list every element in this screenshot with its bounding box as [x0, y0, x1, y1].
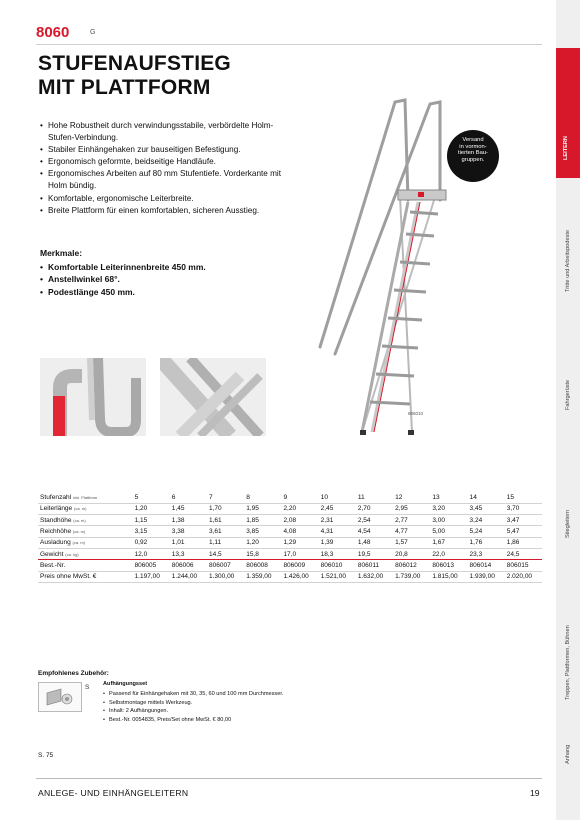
- table-cell: 806013: [430, 560, 467, 571]
- table-row: [38, 560, 542, 571]
- feature-list: [40, 120, 290, 217]
- table-cell: 2,95: [393, 503, 430, 514]
- table-cell: 1.815,00: [430, 571, 467, 582]
- table-row: [38, 515, 542, 526]
- table-header-cell: 5: [133, 492, 170, 503]
- specs-table: [38, 492, 542, 583]
- table-cell: 5,47: [505, 526, 542, 537]
- feature-item: • Hohe Robustheit durch verwindungsstabile, verbördelte Holm-Stufen-Verbindung.: [40, 120, 290, 144]
- sidebar-tab-anhang[interactable]: Anhang: [565, 744, 571, 764]
- table-cell: 15,8: [244, 548, 281, 559]
- merkmal-item: • Podestlänge 450 mm.: [40, 286, 206, 298]
- table-cell: 1,38: [170, 515, 207, 526]
- table-cell: 2,54: [356, 515, 393, 526]
- shipping-badge: [447, 130, 499, 182]
- table-cell: 1,70: [207, 503, 244, 514]
- badge-line: in vormon-: [459, 143, 487, 150]
- rung-illustration: [160, 358, 266, 436]
- table-cell: 2.020,00: [505, 571, 542, 582]
- table-cell: 2,31: [319, 515, 356, 526]
- table-cell: 1,39: [319, 537, 356, 548]
- table-cell: 17,0: [281, 548, 318, 559]
- table-cell: 13,3: [170, 548, 207, 559]
- accessory-detail: • Best.-Nr. 0054835, Preis/Set ohne MwSt. € 80,00: [103, 716, 283, 725]
- badge-line: Versand: [462, 137, 484, 143]
- table-cell: 1.300,00: [207, 571, 244, 582]
- feature-item: • Ergonomisches Arbeiten auf 80 mm Stufentiefe. Vorderkante mit Holm bündig.: [40, 168, 290, 192]
- merkmale-title: Merkmale:: [40, 248, 83, 258]
- title-line-2: MIT PLATTFORM: [38, 76, 211, 99]
- table-cell: 806010: [319, 560, 356, 571]
- table-cell: 1,86: [505, 537, 542, 548]
- table-header-row: [38, 492, 542, 503]
- table-cell: 4,31: [319, 526, 356, 537]
- table-cell: 1,01: [170, 537, 207, 548]
- merkmal-item: • Komfortable Leiterinnenbreite 450 mm.: [40, 261, 206, 273]
- table-cell: 1,95: [244, 503, 281, 514]
- footer-divider: [36, 778, 542, 779]
- table-cell: 1,20: [133, 503, 170, 514]
- table-header-cell: 8: [244, 492, 281, 503]
- accessory-section-title: Empfohlenes Zubehör:: [38, 670, 109, 677]
- table-row: [38, 548, 542, 559]
- table-cell: 1.244,00: [170, 571, 207, 582]
- table-cell: 3,20: [430, 503, 467, 514]
- sidebar-tab-tritte[interactable]: Tritte und Arbeitspodeste: [565, 230, 571, 292]
- table-cell: 1,48: [356, 537, 393, 548]
- table-cell: 2,77: [393, 515, 430, 526]
- table-cell: 23,3: [468, 548, 505, 559]
- header-divider: [36, 44, 542, 45]
- row-label: Standhöhe (ca. m): [38, 515, 133, 526]
- sidebar-tab-leitern[interactable]: LEITERN: [563, 136, 569, 160]
- table-cell: 1,15: [133, 515, 170, 526]
- table-cell: 1.939,00: [468, 571, 505, 582]
- feature-item: • Breite Plattform für einen komfortablen, sicheren Ausstieg.: [40, 205, 290, 217]
- table-cell: 4,77: [393, 526, 430, 537]
- table-header-cell: 15: [505, 492, 542, 503]
- sidebar-tab-stiegleitern[interactable]: Stiegleitern: [565, 510, 571, 538]
- table-cell: 3,85: [244, 526, 281, 537]
- title-line-1: STUFENAUFSTIEG: [38, 52, 231, 75]
- table-cell: 806012: [393, 560, 430, 571]
- table-cell: 3,00: [430, 515, 467, 526]
- accessory-marker: S: [85, 684, 90, 691]
- table-cell: 1.739,00: [393, 571, 430, 582]
- accessory-image: [38, 682, 82, 712]
- row-label: Reichhöhe (ca. m): [38, 526, 133, 537]
- table-cell: 5,00: [430, 526, 467, 537]
- table-cell: 3,70: [505, 503, 542, 514]
- table-cell: 1,45: [170, 503, 207, 514]
- row-label: Gewicht (ca. kg): [38, 548, 133, 559]
- table-cell: 14,5: [207, 548, 244, 559]
- table-row: [38, 571, 542, 582]
- row-label: Best.-Nr.: [38, 560, 133, 571]
- table-cell: 806014: [468, 560, 505, 571]
- table-cell: 5,24: [468, 526, 505, 537]
- table-cell: 806015: [505, 560, 542, 571]
- table-cell: 1.521,00: [319, 571, 356, 582]
- accessory-detail: • Selbstmontage mittels Werkzeug.: [103, 699, 283, 708]
- table-row: [38, 503, 542, 514]
- accessory-detail: • Passend für Einhängehaken mit 30, 35, 60 und 100 mm Durchmesser.: [103, 690, 283, 699]
- table-cell: 1,76: [468, 537, 505, 548]
- table-header-cell: 9: [281, 492, 318, 503]
- product-code-suffix: G: [90, 29, 96, 36]
- bracket-icon: [39, 683, 83, 713]
- table-cell: 2,70: [356, 503, 393, 514]
- table-cell: 0,92: [133, 537, 170, 548]
- footer-title: ANLEGE- UND EINHÄNGELEITERN: [38, 788, 189, 798]
- table-cell: 1.632,00: [356, 571, 393, 582]
- page-title: [38, 52, 231, 100]
- hook-illustration: [40, 358, 146, 436]
- product-code: 8060: [36, 24, 70, 41]
- table-cell: 806009: [281, 560, 318, 571]
- figure-label: 806010: [408, 411, 424, 416]
- table-cell: 1.359,00: [244, 571, 281, 582]
- table-cell: 3,47: [505, 515, 542, 526]
- sidebar-tab-treppen[interactable]: Treppen, Plattformen, Bühnen: [565, 625, 571, 700]
- detail-photo-hook: [40, 358, 146, 436]
- table-cell: 12,0: [133, 548, 170, 559]
- badge-line: gruppen.: [461, 156, 485, 163]
- table-header-cell: 10: [319, 492, 356, 503]
- table-cell: 1.197,00: [133, 571, 170, 582]
- table-cell: 18,3: [319, 548, 356, 559]
- table-cell: 4,08: [281, 526, 318, 537]
- table-cell: 806005: [133, 560, 170, 571]
- accessory-name: Aufhängungsset: [103, 681, 148, 687]
- table-header-cell: 7: [207, 492, 244, 503]
- table-cell: 806006: [170, 560, 207, 571]
- table-header-cell: 11: [356, 492, 393, 503]
- feature-item: • Ergonomisch geformte, beidseitige Handläufe.: [40, 156, 290, 168]
- table-cell: 1.426,00: [281, 571, 318, 582]
- table-cell: 806011: [356, 560, 393, 571]
- table-header-label: Stufenzahl inkl. Plattform: [38, 492, 133, 503]
- detail-photo-rung: [160, 358, 266, 436]
- table-cell: 806007: [207, 560, 244, 571]
- table-cell: 1,57: [393, 537, 430, 548]
- accessory-detail: • Inhalt: 2 Aufhängungen.: [103, 707, 283, 716]
- sidebar-tab-fahrgerueste[interactable]: Fahrgerüste: [565, 379, 571, 410]
- table-cell: 2,45: [319, 503, 356, 514]
- merkmal-item: • Anstellwinkel 68°.: [40, 273, 206, 285]
- row-label: Preis ohne MwSt. €: [38, 571, 133, 582]
- table-cell: 2,20: [281, 503, 318, 514]
- row-label: Leiterlänge (ca. m): [38, 503, 133, 514]
- table-cell: 1,61: [207, 515, 244, 526]
- table-cell: 3,61: [207, 526, 244, 537]
- table-cell: 4,54: [356, 526, 393, 537]
- table-header-cell: 6: [170, 492, 207, 503]
- table-cell: 3,38: [170, 526, 207, 537]
- page-reference: S. 75: [38, 752, 54, 759]
- feature-item: • Stabiler Einhängehaken zur bauseitigen Befestigung.: [40, 144, 290, 156]
- feature-item: • Komfortable, ergonomische Leiterbreite.: [40, 193, 290, 205]
- page-number: 19: [530, 788, 540, 798]
- table-cell: 1,67: [430, 537, 467, 548]
- table-row: [38, 537, 542, 548]
- table-cell: 3,15: [133, 526, 170, 537]
- table-cell: 1,20: [244, 537, 281, 548]
- table-cell: 24,5: [505, 548, 542, 559]
- row-label: Ausladung (ca. m): [38, 537, 133, 548]
- table-cell: 1,85: [244, 515, 281, 526]
- table-cell: 1,11: [207, 537, 244, 548]
- table-cell: 19,5: [356, 548, 393, 559]
- table-cell: 3,45: [468, 503, 505, 514]
- merkmale-list: [40, 261, 206, 298]
- table-cell: 20,8: [393, 548, 430, 559]
- accessory-details: [103, 690, 283, 725]
- table-cell: 1,29: [281, 537, 318, 548]
- table-cell: 2,08: [281, 515, 318, 526]
- table-row: [38, 526, 542, 537]
- table-header-cell: 14: [468, 492, 505, 503]
- table-header-cell: 13: [430, 492, 467, 503]
- table-cell: 3,24: [468, 515, 505, 526]
- table-cell: 22,0: [430, 548, 467, 559]
- badge-line: tierten Bau-: [458, 150, 488, 157]
- table-header-cell: 12: [393, 492, 430, 503]
- table-cell: 806008: [244, 560, 281, 571]
